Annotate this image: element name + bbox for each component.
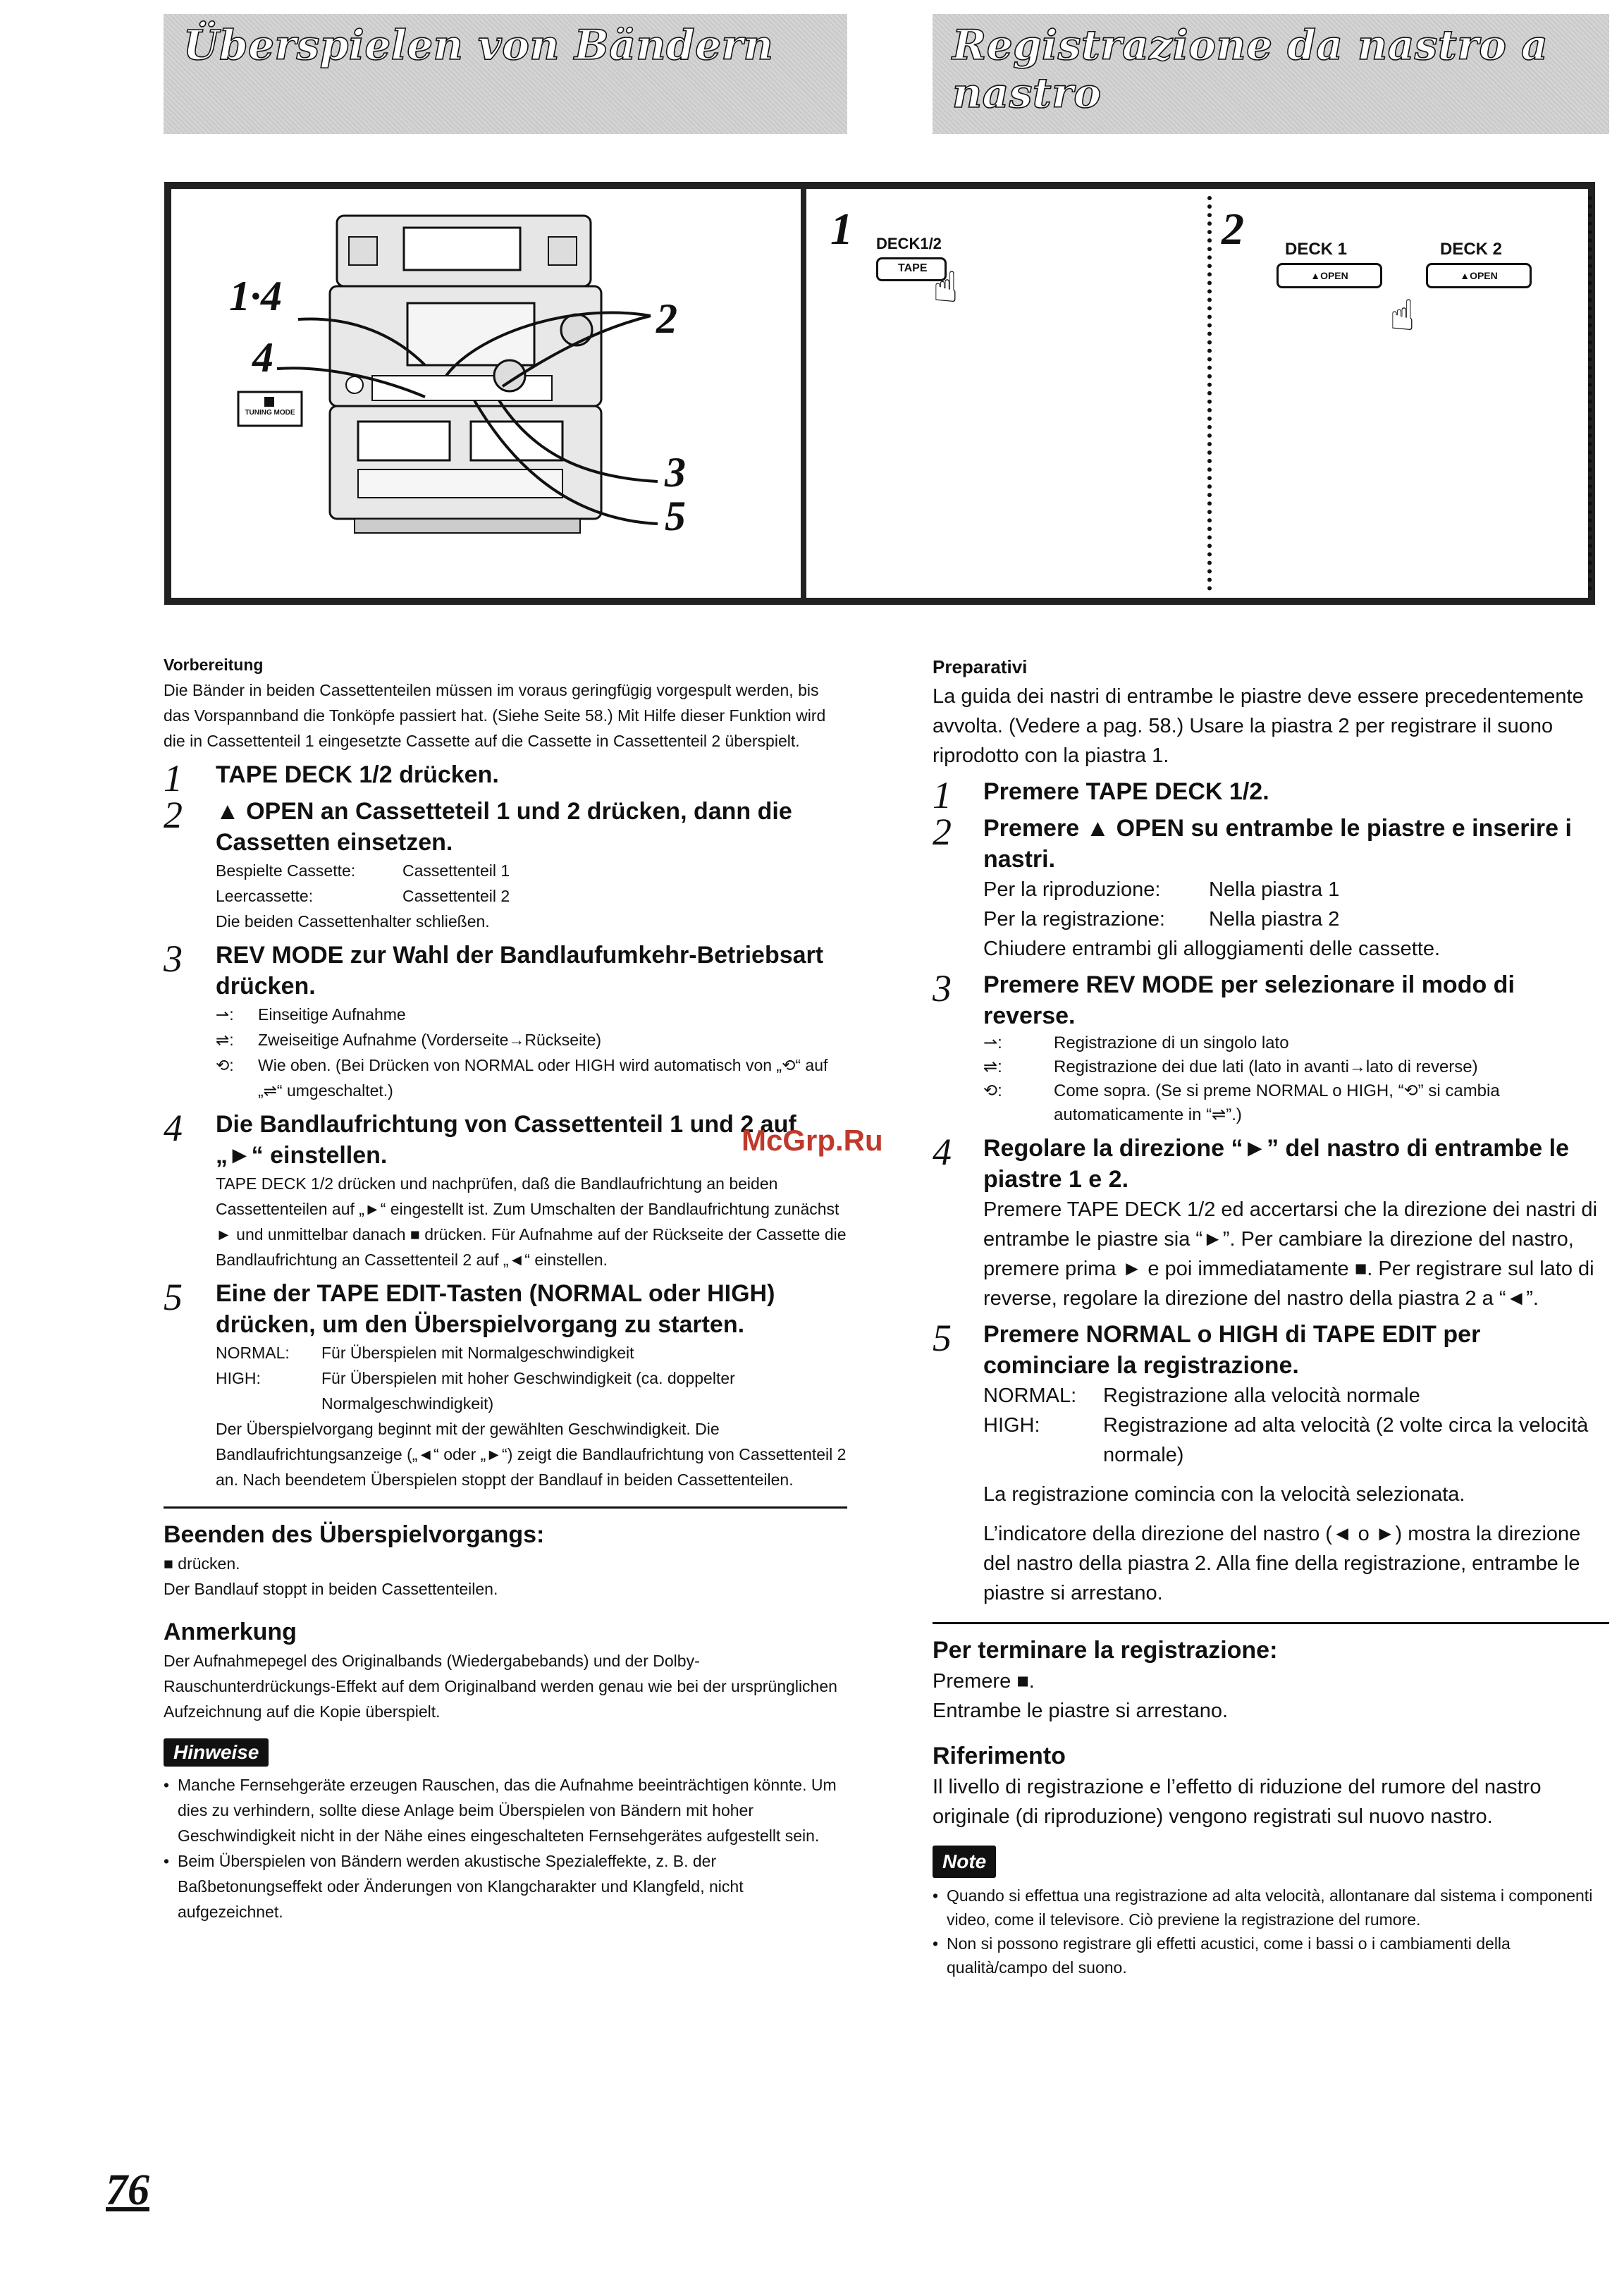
- tape-button-label: TAPE: [898, 262, 928, 274]
- stop-line1-it: Premere ■.: [933, 1670, 1035, 1693]
- step-text-2: L’indicatore della direzione del nastro (◄ o ►) mostra la direzione del nastro della piastra 2. Alla fine della registrazione, entrambe le piastre si arrestano.: [983, 1523, 1581, 1604]
- title-banner-it: [933, 14, 1609, 134]
- step-de-3: [164, 940, 847, 1103]
- deck2-open-label: ▲OPEN: [1460, 270, 1498, 281]
- row-value: Cassettenteil 1: [402, 861, 510, 880]
- step-number: 4: [164, 1107, 183, 1149]
- row-key: Per la riproduzione:: [983, 878, 1161, 901]
- deck2-label: DECK 2: [1440, 240, 1503, 259]
- step-heading: Premere TAPE DECK 1/2.: [983, 778, 1269, 805]
- page-title-de: Überspielen von Bändern: [183, 21, 774, 69]
- note-title-it: Riferimento: [933, 1743, 1066, 1769]
- column-italian: [933, 652, 1609, 1979]
- step-number: 2: [164, 794, 183, 836]
- prep-text-it: La guida dei nastri di entrambe le piastre deve essere precedentemente avvolta. (Vedere a pag. 58.) Usare la piastra 2 per registrare il suono riprodotto con la piastra 1.: [933, 685, 1584, 767]
- panel-divider: [801, 189, 806, 598]
- step-heading: Die Bandlaufrichtung von Cassettenteil 1 und 2 auf „►“ einstellen.: [216, 1111, 796, 1169]
- mode-text: Registrazione di un singolo lato: [1054, 1033, 1289, 1052]
- deck1-label: DECK 1: [1285, 240, 1348, 259]
- row-key: Leercassette:: [216, 887, 314, 905]
- stop-line2-de: Der Bandlauf stoppt in beiden Cassettenteilen.: [164, 1580, 498, 1598]
- step-number: 3: [164, 938, 183, 980]
- step-text: Die beiden Cassettenhalter schließen.: [216, 912, 490, 931]
- step-de-1: [164, 757, 847, 799]
- row-key: Bespielte Cassette:: [216, 861, 356, 880]
- mode-text: Registrazione dei due lati (lato in avanti→lato di reverse): [1054, 1057, 1478, 1076]
- step-heading: REV MODE zur Wahl der Bandlaufumkehr-Betriebsart drücken.: [216, 942, 824, 1000]
- mode-icon: ⇀:: [983, 1033, 1002, 1052]
- hint-it-1: • Quando si effettua una registrazione ad alta velocità, allontanare dal sistema i componenti video, come il televisore. Ciò previene la registrazione del rumore.: [933, 1884, 1609, 1932]
- mode-icon: ⟲:: [983, 1081, 1002, 1100]
- mode-icon: ⇌:: [216, 1031, 234, 1049]
- row-key: NORMAL:: [983, 1384, 1077, 1407]
- deck2-open-button[interactable]: [1426, 263, 1532, 288]
- mode-text: Einseitige Aufnahme: [258, 1005, 406, 1024]
- dotted-divider: [1207, 196, 1212, 591]
- step-de-5: [164, 1278, 847, 1492]
- row-key: Per la registrazione:: [983, 908, 1165, 931]
- hint-de-1: • Manche Fernsehgeräte erzeugen Rauschen, das die Aufnahme beeinträchtigen könnte. Um dies zu verhindern, sollte diese Anlage beim Überspielen von Bändern mit hoher Geschwindigkeit nicht in der Nähe eines eingeschalteten Fernsehgerätes aufgestellt sein.: [164, 1772, 847, 1848]
- row-key: HIGH:: [983, 1414, 1040, 1437]
- step-text: Chiudere entrambi gli alloggiamenti delle cassette.: [983, 938, 1441, 960]
- step-number: 5: [164, 1276, 183, 1318]
- callout-1-4: 1·4: [229, 273, 282, 319]
- step-de-2: [164, 796, 847, 934]
- page-number: 76: [106, 2166, 149, 2214]
- step-number: 1: [164, 757, 183, 799]
- step-heading: Regolare la direzione “►” del nastro di entrambe le piastre 1 e 2.: [983, 1135, 1569, 1193]
- stop-title-de: Beenden des Überspielvorgangs:: [164, 1521, 545, 1548]
- step-number: 5: [933, 1317, 952, 1359]
- dotted-divider-right: [1588, 196, 1592, 591]
- step-heading: TAPE DECK 1/2 drücken.: [216, 761, 499, 788]
- step-heading: ▲ OPEN an Cassetteteil 1 und 2 drücken, dann die Cassetten einsetzen.: [216, 798, 792, 856]
- section-divider-it: [933, 1622, 1609, 1624]
- note-text-de: Der Aufnahmepegel des Originalbands (Wiedergabebands) und der Dolby-Rauschunterdrückungs-Effekt auf dem Originalband werden genau wie bei der ursprünglichen Aufzeichnung auf die Kopie überspielt.: [164, 1652, 837, 1721]
- mode-icon: ⇀:: [216, 1005, 234, 1024]
- page-title-it: Registrazione da nastro a nastro: [952, 21, 1549, 117]
- mode-icon: ⇌:: [983, 1057, 1002, 1076]
- row-value: Für Überspielen mit hoher Geschwindigkeit (ca. doppelter Normalgeschwindigkeit): [321, 1369, 735, 1413]
- mode-text: Wie oben. (Bei Drücken von NORMAL oder HIGH wird automatisch von „⟲“ auf „⇌“ umgeschaltet.): [258, 1056, 828, 1100]
- mode-icon: ⟲:: [216, 1056, 234, 1074]
- step-heading: Premere REV MODE per selezionare il modo di reverse.: [983, 971, 1515, 1029]
- stop-line2-it: Entrambe le piastre si arrestano.: [933, 1700, 1229, 1722]
- stereo-system-illustration: [171, 189, 806, 598]
- hints-badge-it: Note: [933, 1846, 996, 1878]
- row-key: HIGH:: [216, 1369, 261, 1387]
- row-value: Nella piastra 1: [1209, 878, 1340, 901]
- tuning-mode-label: TUNING MODE: [245, 409, 295, 417]
- row-value: Nella piastra 2: [1209, 908, 1340, 931]
- callout-5: 5: [665, 493, 686, 539]
- section-divider-de: [164, 1506, 847, 1509]
- hints-badge-de: Hinweise: [164, 1738, 269, 1767]
- step-it-2: [933, 813, 1609, 964]
- row-key: NORMAL:: [216, 1344, 290, 1362]
- diagram-step-1-number: 1: [830, 204, 853, 254]
- step-text: TAPE DECK 1/2 drücken und nachprüfen, daß die Bandlaufrichtung an beiden Cassettenteilen auf „►“ eingestellt ist. Zum Umschalten der Bandlaufrichtung zunächst ► und unmittelbar danach ■ drücken. Für Aufnahme auf der Rückseite der Cassette die Bandlaufrichtung an Cassettenteil 2 auf „◄“ einstellen.: [216, 1174, 847, 1269]
- callout-3: 3: [665, 449, 686, 496]
- watermark: McGrp.Ru: [742, 1124, 883, 1157]
- step-it-4: [933, 1133, 1609, 1313]
- row-value: Für Überspielen mit Normalgeschwindigkeit: [321, 1344, 634, 1362]
- prep-title-it: Preparativi: [933, 656, 1028, 677]
- deck1-open-label: ▲OPEN: [1310, 270, 1348, 281]
- note-text-it: Il livello di registrazione e l’effetto di riduzione del rumore del nastro originale (di riproduzione) vengono registrati sul nuovo nastro.: [933, 1776, 1542, 1828]
- stop-title-it: Per terminare la registrazione:: [933, 1637, 1278, 1664]
- deck12-label: DECK1/2: [876, 235, 942, 252]
- deck1-open-button[interactable]: [1277, 263, 1382, 288]
- diagram-frame: [164, 182, 1595, 605]
- hint-it-2: • Non si possono registrare gli effetti acustici, come i bassi o i cambiamenti della qualità/campo del suono.: [933, 1932, 1609, 1979]
- callout-4: 4: [252, 334, 273, 381]
- step-number: 2: [933, 811, 952, 853]
- row-value: Registrazione alla velocità normale: [1103, 1384, 1420, 1407]
- prep-text-de: Die Bänder in beiden Cassettenteilen müssen im voraus geringfügig vorgespult werden, bis das Vorspannband die Tonköpfe passiert hat. (Siehe Seite 58.) Mit Hilfe dieser Funktion wird die in Cassettenteil 1 eingesetzte Cassette auf die Cassette in Cassettenteil 2 überspielt.: [164, 681, 826, 750]
- mode-text: Zweiseitige Aufnahme (Vorderseite→Rückseite): [258, 1031, 602, 1049]
- step-it-1: [933, 774, 1609, 816]
- prep-title-de: Vorbereitung: [164, 656, 264, 674]
- mode-text: Come sopra. (Se si preme NORMAL o HIGH, “⟲” si cambia automaticamente in “⇌”.): [1054, 1081, 1500, 1124]
- step-heading: Premere ▲ OPEN su entrambe le piastre e inserire i nastri.: [983, 815, 1572, 873]
- step-text: Der Überspielvorgang beginnt mit der gewählten Geschwindigkeit. Die Bandlaufrichtungsanzeige („◄“ oder „►“) zeigt die Bandlaufrichtung von Cassettenteil 2 an. Nach beendetem Überspielen stoppt der Bandlauf in beiden Cassettenteilen.: [216, 1420, 847, 1489]
- step-heading: Premere NORMAL o HIGH di TAPE EDIT per cominciare la registrazione.: [983, 1321, 1481, 1379]
- step-it-3: [933, 969, 1609, 1127]
- step-number: 3: [933, 967, 952, 1009]
- title-banner-de: [164, 14, 847, 134]
- step-text: La registrazione comincia con la velocità selezionata.: [983, 1483, 1465, 1506]
- row-value: Registrazione ad alta velocità (2 volte circa la velocità normale): [1103, 1414, 1589, 1466]
- step-number: 1: [933, 774, 952, 816]
- hint-de-2: • Beim Überspielen von Bändern werden akustische Spezialeffekte, z. B. der Baßbetonungseffekt oder Änderungen von Klangcharakter und Klangfeld, nicht aufgezeichnet.: [164, 1848, 847, 1924]
- column-german: [164, 652, 847, 1924]
- diagram-step-2-number: 2: [1222, 204, 1244, 254]
- step-number: 4: [933, 1131, 952, 1173]
- stop-line1-de: ■ drücken.: [164, 1554, 240, 1573]
- step-text: Premere TAPE DECK 1/2 ed accertarsi che la direzione dei nastri di entrambe le piastre sia “►”. Per cambiare la direzione del nastro, premere prima ► e poi immediatamente ■. Per registrare sul lato di reverse, regolare la direzione del nastro della piastra 2 a “◄”.: [983, 1198, 1597, 1310]
- pointing-hand-icon-2: ☝: [1389, 292, 1415, 339]
- step-it-5: [933, 1319, 1609, 1608]
- row-value: Cassettenteil 2: [402, 887, 510, 905]
- pointing-hand-icon: ☝: [933, 264, 959, 311]
- note-title-de: Anmerkung: [164, 1619, 297, 1645]
- step-heading: Eine der TAPE EDIT-Tasten (NORMAL oder HIGH) drücken, um den Überspielvorgang zu starten.: [216, 1280, 775, 1338]
- callout-2: 2: [656, 295, 677, 342]
